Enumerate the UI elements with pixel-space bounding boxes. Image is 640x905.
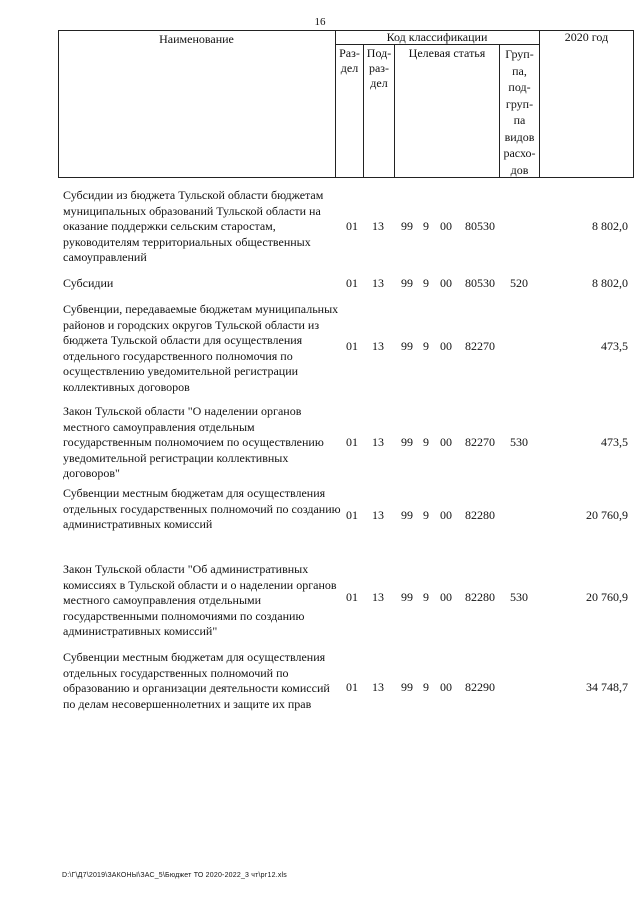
table-row (0, 276, 640, 294)
target-article-part: 99 (401, 680, 413, 694)
row-name: Субсидии (63, 276, 114, 290)
razdel-cell: 01 (346, 680, 358, 694)
amount-cell: 8 802,0 (592, 276, 628, 290)
target-article-part: 82270 (465, 339, 495, 353)
target-article-part: 9 (423, 339, 429, 353)
target-article-part: 9 (423, 680, 429, 694)
target-article-header: Целевая статья (408, 46, 486, 60)
podrazdel-cell: 13 (372, 219, 384, 233)
podrazdel-cell: 13 (372, 276, 384, 290)
amount-cell: 473,5 (601, 435, 628, 449)
podrazdel-cell: 13 (372, 680, 384, 694)
target-article-part: 00 (440, 219, 452, 233)
target-article-part: 00 (440, 339, 452, 353)
target-article-part: 00 (440, 435, 452, 449)
expense-group-cell: 530 (510, 590, 528, 604)
name-column-header: Наименование (159, 32, 234, 46)
target-article-part: 99 (401, 219, 413, 233)
target-article-part: 9 (423, 276, 429, 290)
row-name: Субвенции местным бюджетам для осуществления отдельных государственных полномочий по созданию административных комиссий (63, 486, 341, 531)
table-row (0, 302, 640, 394)
target-article-part: 00 (440, 680, 452, 694)
razdel-cell: 01 (346, 219, 358, 233)
target-article-part: 00 (440, 508, 452, 522)
target-article-part: 9 (423, 508, 429, 522)
table-row (0, 650, 640, 728)
target-article-part: 99 (401, 276, 413, 290)
table-header (58, 30, 634, 178)
divider (394, 44, 395, 178)
target-article-part: 99 (401, 435, 413, 449)
amount-cell: 473,5 (601, 339, 628, 353)
row-name: Субсидии из бюджета Тульской области бюджетам муниципальных образований Тульской области на оказание поддержки сельским старостам, руководителям территориальных общественных самоуправлений (63, 188, 324, 264)
table-row (0, 562, 640, 640)
target-article-part: 80530 (465, 276, 495, 290)
expense-group-cell: 520 (510, 276, 528, 290)
target-article-part: 00 (440, 276, 452, 290)
target-article-part: 82290 (465, 680, 495, 694)
target-article-part: 82270 (465, 435, 495, 449)
target-article-part: 82280 (465, 590, 495, 604)
target-article-part: 80530 (465, 219, 495, 233)
amount-cell: 20 760,9 (586, 590, 628, 604)
razdel-cell: 01 (346, 508, 358, 522)
file-path-footer: D:\Г\Д7\2019\ЗАКОНЫ\ЗАС_5\Бюджет ТО 2020-2022_3 чт\рг12.xls (62, 872, 287, 879)
target-article-part: 9 (423, 435, 429, 449)
podrazdel-cell: 13 (372, 590, 384, 604)
row-name: Закон Тульской области "О наделении органов местного самоуправления отдельным государственным полномочием по осуществлению уведомительной регистрации коллективных договоров" (63, 404, 324, 480)
podrazdel-cell: 13 (372, 435, 384, 449)
classification-column-header: Код классификации (386, 30, 488, 44)
year-column-header: 2020 год (564, 30, 609, 44)
divider (539, 30, 540, 178)
row-name: Закон Тульской области "Об административных комиссиях в Тульской области и о наделении органов местного самоуправления отдельными государственными полномочиями по созданию административных комиссий" (63, 562, 337, 638)
amount-cell: 34 748,7 (586, 680, 628, 694)
target-article-part: 9 (423, 219, 429, 233)
target-article-part: 82280 (465, 508, 495, 522)
podrazdel-cell: 13 (372, 508, 384, 522)
razdel-cell: 01 (346, 590, 358, 604)
amount-cell: 8 802,0 (592, 219, 628, 233)
podrazdel-header: Под- раз- дел (366, 46, 392, 90)
target-article-part: 99 (401, 508, 413, 522)
razdel-header: Раз- дел (339, 46, 360, 75)
table-row (0, 188, 640, 266)
table-row (0, 486, 640, 550)
target-article-part: 99 (401, 590, 413, 604)
target-article-part: 9 (423, 590, 429, 604)
target-article-part: 00 (440, 590, 452, 604)
target-article-part: 99 (401, 339, 413, 353)
row-name: Субвенции, передаваемые бюджетам муниципальных районов и городских округов Тульской области из бюджета Тульской области для осуществления отдельного государственного полномочия по осуществлению уведомительной регистрации коллективных договоров (63, 302, 339, 394)
razdel-cell: 01 (346, 276, 358, 290)
razdel-cell: 01 (346, 339, 358, 353)
razdel-cell: 01 (346, 435, 358, 449)
row-name: Субвенции местным бюджетам для осуществления отдельных государственных полномочий по образованию и организации деятельности комиссий по делам несовершеннолетних и защите их прав (63, 650, 330, 711)
table-row (0, 404, 640, 482)
podrazdel-cell: 13 (372, 339, 384, 353)
page-number: 16 (314, 16, 326, 28)
expense-group-cell: 530 (510, 435, 528, 449)
amount-cell: 20 760,9 (586, 508, 628, 522)
expense-group-header: Груп- па, под- груп- па видов расхо- дов (503, 47, 536, 177)
